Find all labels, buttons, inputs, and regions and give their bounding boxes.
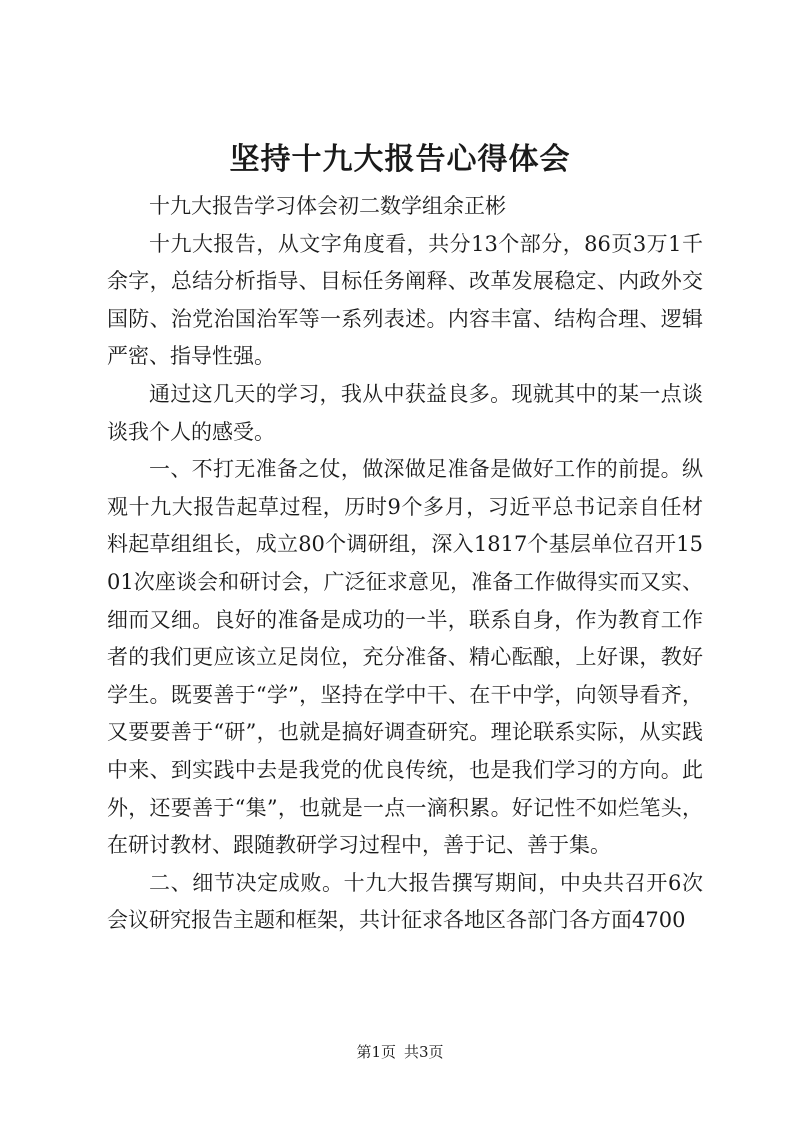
paragraph-overview: 十九大报告，从文字角度看，共分13个部分，86页3万1千余字，总结分析指导、目标任务阐释、改革发展稳定、内政外交国防、治党治国治军等一系列表述。内容丰富、结构合理、逻辑严密、指导性强。 [107,231,703,369]
document-body [107,188,703,940]
page-total: 共3页 [404,1043,444,1061]
paragraph-byline: 十九大报告学习体会初二数学组余正彬 [149,194,506,218]
document-title: 坚持十九大报告心得体会 [229,142,571,177]
page-number: 第1页 [356,1043,396,1061]
page-footer [0,1042,800,1062]
paragraph-point-one: 一、不打无准备之仗，做深做足准备是做好工作的前提。纵观十九大报告起草过程，历时9个多月，习近平总书记亲自任材料起草组组长，成立80个调研组，深入1817个基层单位召开1501次座谈会和研讨会，广泛征求意见，准备工作做得实而又实、细而又细。良好的准备是成功的一半，联系自身，作为教育工作者的我们更应该立足岗位，充分准备、精心酝酿，上好课，教好学生。既要善于“学”，坚持在学中干、在干中学，向领导看齐，又要要善于“研”，也就是搞好调查研究。理论联系实际，从实践中来、到实践中去是我党的优良传统，也是我们学习的方向。此外，还要善于“集”，也就是一点一滴积累。好记性不如烂笔头，在研讨教材、跟随教研学习过程中，善于记、善于集。 [107,457,703,858]
paragraph-point-two: 二、细节决定成败。十九大报告撰写期间，中央共召开6次会议研究报告主题和框架，共计征求各地区各部门各方面4700 [107,870,703,933]
paragraph-intro: 通过这几天的学习，我从中获益良多。现就其中的某一点谈谈我个人的感受。 [107,381,703,444]
